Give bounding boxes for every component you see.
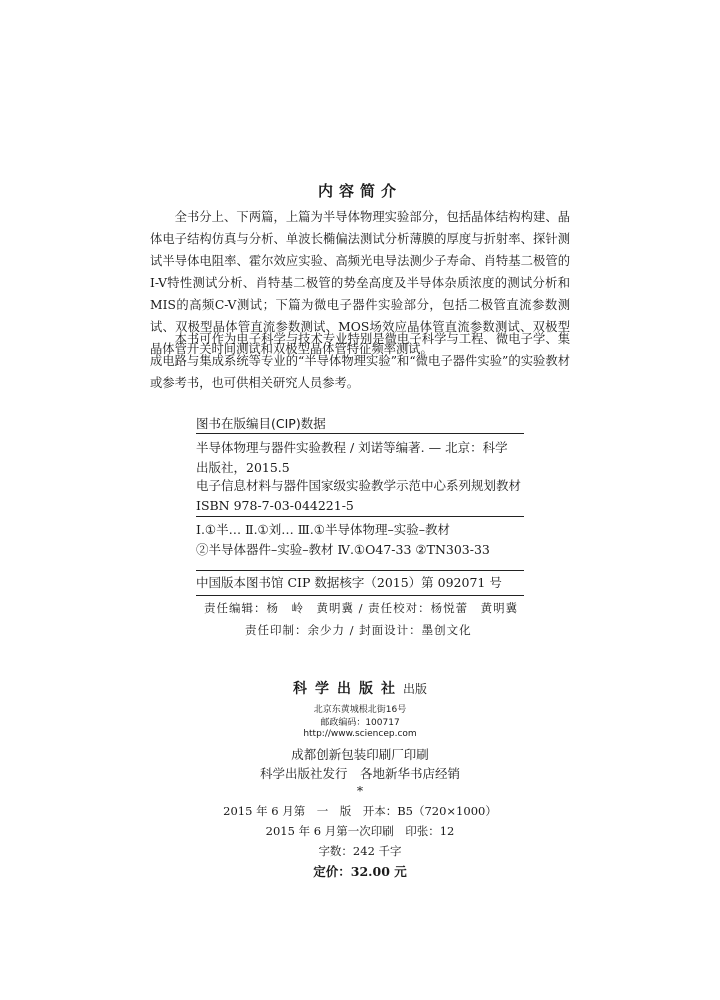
cip-title-line-cont: 出版社，2015.5 <box>196 460 290 475</box>
price-line: 定价：32.00 元 <box>313 864 407 879</box>
cip-divider-middle <box>196 516 524 517</box>
summary-title: 内容简介 <box>317 182 402 200</box>
cip-isbn-line: ISBN 978-7-03-044221-5 <box>196 498 354 513</box>
printing-line: 2015 年 6 月第一次印刷 印张：12 <box>265 824 455 838</box>
cip-heading: 图书在版编目(CIP)数据 <box>196 416 326 431</box>
publisher-address: 北京东黄城根北街16号 <box>313 705 407 715</box>
summary-paragraph-2: 本书可作为电子科学与技术专业特别是微电子科学与工程、微电子学、集成电路与集成系统等专业的“半导体物理实验”和“微电子器件实验”的实验教材或参考书，也可供相关研究人员参考。 <box>150 332 570 390</box>
cip-classification-line-cont: ②半导体器件–实验–教材 Ⅳ.①O47-33 ②TN303-33 <box>196 542 490 557</box>
publisher-name: 科学出版社 <box>292 681 403 697</box>
cip-divider-top <box>196 433 524 434</box>
publisher-suffix: 出版 <box>402 682 427 696</box>
staff-editors: 责任编辑：杨 岭 黄明冀 / 责任校对：杨悦蕾 黄明冀 <box>204 601 519 615</box>
cip-divider-bottom <box>196 595 524 596</box>
summary-paragraph-1: 全书分上、下两篇，上篇为半导体物理实验部分，包括晶体结构构建、晶体电子结构仿真与分析、单波长椭偏法测试分析薄膜的厚度与折射率、探针测试半导体电阻率、霍尔效应实验、高频光电导法测少子寿命、肖特基二极管的I-V特性测试分析、肖特基二极管的势垒高度及半导体杂质浓度的测试分析和MIS的高频C-V测试；下篇为微电子器件实验部分，包括二极管直流参数测试、双极型晶体管直流参数测试、MOS场效应晶体管直流参数测试、双极型晶体管开关时间测试和双极型晶体管特征频率测试。 <box>150 210 570 356</box>
printer-line: 成都创新包装印刷厂印刷 <box>291 747 429 762</box>
cip-divider-lower <box>196 570 524 571</box>
separator-asterisk: * <box>356 783 364 798</box>
cip-title-line: 半导体物理与器件实验教程 / 刘诺等编著. — 北京：科学 <box>196 440 508 455</box>
publisher-line <box>0 678 720 698</box>
wordcount-line: 字数：242 千字 <box>318 844 402 858</box>
staff-production: 责任印制：余少力 / 封面设计：墨创文化 <box>245 623 472 637</box>
publisher-postcode: 邮政编码：100717 <box>320 718 400 728</box>
cip-classification-line: Ⅰ.①半… Ⅱ.①刘… Ⅲ.①半导体物理–实验–教材 <box>196 522 450 537</box>
publisher-website: http://www.sciencep.com <box>303 729 417 739</box>
cip-series-line: 电子信息材料与器件国家级实验教学示范中心系列规划教材 <box>196 478 522 493</box>
edition-line: 2015 年 6 月第 一 版 开本：B5（720×1000） <box>223 804 497 818</box>
distribution-line: 科学出版社发行 各地新华书店经销 <box>259 766 460 781</box>
cip-record-number: 中国版本图书馆 CIP 数据核字（2015）第 092071 号 <box>196 575 502 590</box>
